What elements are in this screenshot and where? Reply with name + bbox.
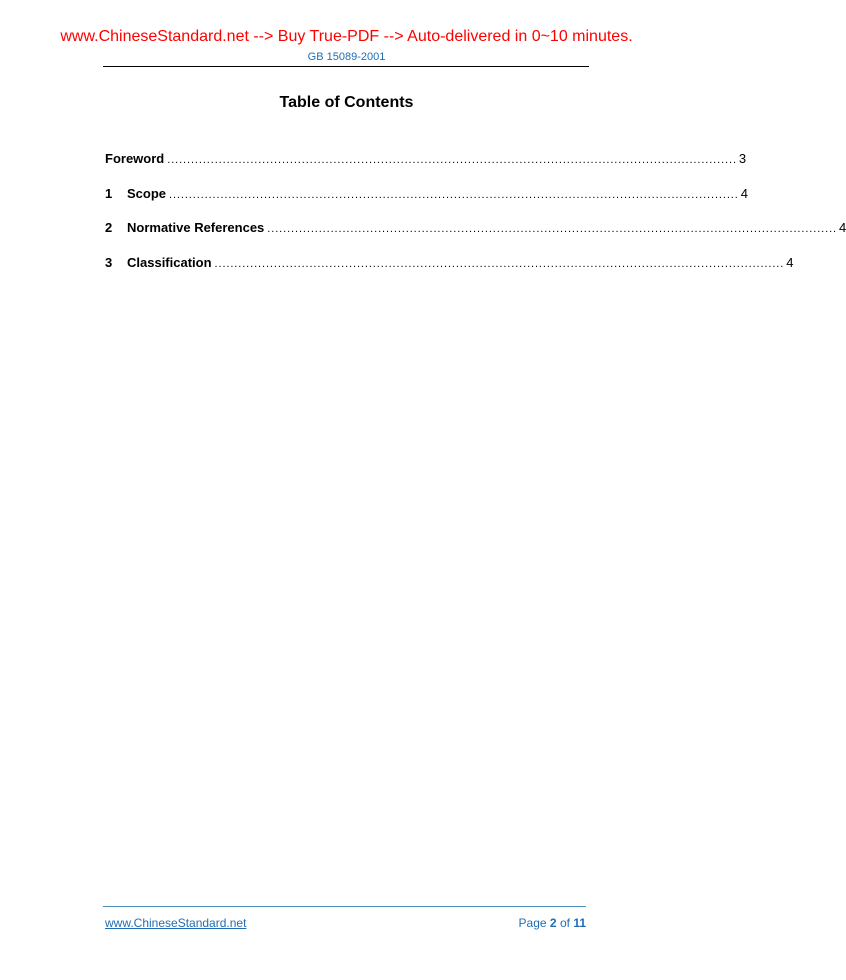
header-divider xyxy=(103,66,589,67)
toc-dot-leader: ................................................................................................................................................ xyxy=(267,223,837,235)
toc-entry-page: 3 xyxy=(738,151,747,166)
toc-entry-label: Normative References xyxy=(127,220,265,235)
toc-entry-foreword[interactable] xyxy=(105,150,747,167)
toc-dot-leader: ................................................................................................................................................ xyxy=(214,257,785,270)
toc-entry-classification[interactable] xyxy=(105,254,794,271)
toc-dot-leader: ................................................................................................................................................ xyxy=(167,154,737,166)
promo-banner[interactable] xyxy=(0,27,693,47)
toc-entry-label: Foreword xyxy=(105,151,165,166)
toc-entry-label: Scope xyxy=(127,185,167,201)
toc-entry-normative-references[interactable] xyxy=(105,219,846,236)
page-prefix: Page xyxy=(518,916,547,930)
toc-entry-page: 4 xyxy=(838,220,846,235)
toc-entry-page: 4 xyxy=(740,185,748,201)
footer-divider xyxy=(103,906,586,907)
page-number xyxy=(519,916,586,931)
page-total: 11 xyxy=(573,916,586,930)
promo-banner-link[interactable]: www.ChineseStandard.net --> Buy True-PDF --> Auto-delivered in 0~10 minutes. xyxy=(60,28,633,45)
toc-entry-number: 2 xyxy=(105,220,113,235)
toc-entry-label: Classification xyxy=(127,254,212,270)
document-id: GB 15089-2001 xyxy=(307,51,386,63)
toc-title: Table of Contents xyxy=(279,94,414,111)
toc-entry-scope[interactable] xyxy=(105,185,748,202)
footer-website-link[interactable]: www.ChineseStandard.net xyxy=(105,916,247,930)
page-of: of xyxy=(559,916,570,930)
toc-entry-number: 1 xyxy=(105,185,113,201)
toc-entry-number: 3 xyxy=(105,254,113,270)
page-current: 2 xyxy=(549,916,557,930)
toc-dot-leader: ................................................................................................................................................ xyxy=(169,188,739,201)
toc-entry-page: 4 xyxy=(786,254,794,270)
table-of-contents xyxy=(105,150,846,288)
